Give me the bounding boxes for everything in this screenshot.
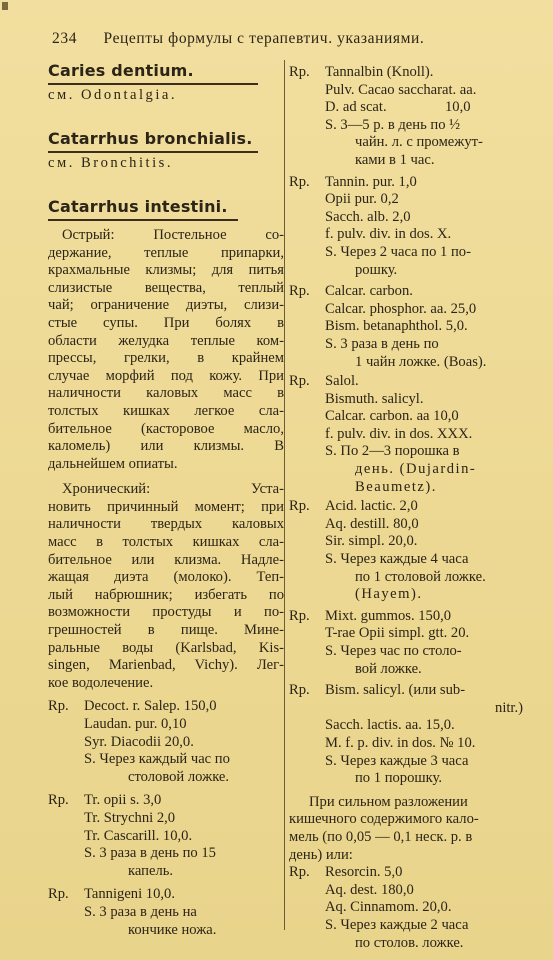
rp-label: Rp.	[48, 886, 69, 903]
rp-label: Rp.	[289, 498, 310, 515]
text-line: новить причинный момент; при	[48, 498, 284, 515]
rx-line: Beaumetz).	[355, 478, 437, 495]
rx-line: Decoct. r. Salep. 150,0	[84, 698, 217, 715]
prescription	[48, 698, 284, 786]
rx-line: S. Через каждые 2 часа	[325, 916, 469, 933]
text-line: прессы, грелки, в крайнем	[48, 350, 284, 367]
title-rule	[48, 151, 258, 153]
rp-label: Rp.	[289, 64, 310, 80]
rp-label: Rp.	[48, 792, 69, 809]
text-line: грешностей в пище. Мине-	[48, 622, 284, 639]
prescription	[289, 283, 535, 371]
rx-line: Calcar. carbon.	[325, 283, 413, 300]
rx-line: чайн. л. с промежут-	[355, 134, 483, 151]
rx-line: S. Через час по столо-	[325, 643, 462, 659]
running-title: Рецепты формулы с терапевтич. указаниями.	[103, 30, 425, 47]
rx-line: Tr. opii s. 3,0	[84, 792, 162, 809]
rx-line: Aq. Cinnamom. 20,0.	[325, 899, 452, 916]
rx-line: вой ложке.	[355, 660, 422, 677]
prescription	[48, 792, 284, 880]
rx-line: Sacch. alb. 2,0	[325, 208, 411, 225]
rx-line: Aq. destill. 80,0	[325, 515, 419, 532]
rx-line: Syr. Diacodii 20,0.	[84, 733, 194, 750]
column-divider	[284, 60, 285, 930]
rx-line: Salol.	[325, 373, 359, 390]
rp-label: Rp.	[289, 864, 310, 881]
rx-line: Resorcin. 5,0	[325, 864, 403, 881]
prescription	[289, 682, 535, 788]
rp-label: Rp.	[48, 698, 69, 715]
prescription	[289, 864, 535, 952]
rx-line: Bism. betanaphthol. 5,0.	[325, 318, 468, 335]
prescription	[289, 174, 535, 280]
rx-line: Tannalbin (Knoll).	[325, 64, 434, 80]
rx-line: S. 3 раза в день по	[325, 335, 439, 352]
rx-line: Tannin. pur. 1,0	[325, 173, 417, 190]
prescription	[289, 64, 535, 170]
text-line: singen, Marienbad, Vichy). Лег-	[48, 657, 284, 674]
rx-line: S. 3 раза в день по 15	[84, 845, 216, 862]
text-line: бительное (касторовое масло,	[48, 420, 284, 437]
rx-line: nitr.)	[495, 699, 523, 716]
rx-line: столовой ложке.	[128, 768, 230, 785]
rx-line: Mixt. gummos. 150,0	[325, 607, 452, 624]
rx-line: S. Через каждый час по	[84, 751, 230, 768]
rx-line: рошку.	[355, 261, 398, 278]
text-line: каломель) или клизмы. В	[48, 438, 284, 455]
rp-label: Rp.	[289, 173, 310, 190]
rx-line: день. (Dujardin-	[355, 461, 477, 478]
rx-line: S. 3 раза в день на	[84, 903, 197, 920]
text-line: случае морфий под кожу. При	[48, 367, 284, 384]
corner-mark	[2, 2, 8, 10]
text-line: толстых кишках легкое сла-	[48, 402, 284, 419]
prescription	[48, 886, 284, 939]
right-column	[289, 64, 535, 952]
cross-reference: см. Odontalgia.	[48, 86, 178, 103]
rx-line: f. pulv. div. in dos. XXX.	[325, 425, 473, 442]
rx-line: Tr. Cascarill. 10,0.	[84, 827, 193, 844]
rx-line: кончике ножа.	[128, 921, 217, 938]
section-title-bronchitis: Catarrhus bronchialis.	[48, 129, 253, 149]
text-line: возможности простуды и по-	[48, 604, 284, 621]
rp-label: Rp.	[289, 682, 310, 699]
rx-line: Acid. lactic. 2,0	[325, 498, 418, 515]
text-line: области желудка теплые ком-	[48, 332, 284, 349]
rp-label: Rp.	[289, 607, 310, 624]
text-line: масс в толстых кишках сла-	[48, 534, 284, 551]
rx-line: Opii pur. 0,2	[325, 191, 399, 208]
text-line: мель (по 0,05 — 0,1 неск. р. в	[289, 828, 473, 845]
rx-line: S. По 2—3 порошка в	[325, 443, 460, 460]
rx-line: 1 чайн ложке. (Boas).	[355, 353, 487, 370]
rx-line: D. ad scat. 10,0	[325, 99, 471, 116]
rx-line: Sir. simpl. 20,0.	[325, 533, 418, 550]
rx-line: S. Через каждые 3 часа	[325, 752, 469, 769]
page-header	[52, 30, 532, 48]
rx-line: Tr. Strychni 2,0	[84, 809, 176, 826]
prescription	[289, 498, 535, 604]
rp-label: Rp.	[289, 283, 310, 300]
rx-line: Tannigeni 10,0.	[84, 886, 175, 903]
text-line: Острый: Постельное со-	[62, 226, 284, 243]
acute-paragraph	[48, 227, 284, 473]
page-number: 234	[52, 30, 78, 47]
text-line: наличности твердых каловых	[48, 516, 284, 533]
rx-line: ками в 1 час.	[355, 151, 435, 168]
text-line: ральные воды (Karlsbad, Kis-	[48, 639, 284, 656]
rx-line: M. f. p. div. in dos. № 10.	[325, 734, 476, 751]
rx-line: Sacch. lactis. aa. 15,0.	[325, 717, 455, 734]
title-rule	[48, 83, 258, 85]
text-line: чай; ограничение диэты, слизи-	[48, 297, 284, 314]
text-line: держание, теплые припарки,	[48, 244, 284, 261]
rx-line: по 1 столовой ложке.	[355, 568, 486, 585]
rx-line: Bism. salicyl. (или sub-	[325, 682, 466, 699]
rx-line: по 1 порошку.	[355, 770, 443, 787]
rx-line: f. pulv. div. in dos. X.	[325, 226, 452, 243]
rx-line: Pulv. Cacao saccharat. aa.	[325, 81, 477, 98]
cross-reference: см. Bronchitis.	[48, 154, 173, 171]
text-line: При сильном разложении	[309, 793, 468, 810]
rx-line: Calcar. carbon. aa 10,0	[325, 408, 459, 425]
rx-line: S. Через каждые 4 часа	[325, 551, 469, 568]
section-title-intestini: Catarrhus intestini.	[48, 197, 228, 217]
text-line: лый набрюшник; избегать по	[48, 586, 284, 603]
text-line: слизистые вещества, теплый	[48, 279, 284, 296]
text-line: бительное или клизма. Надле-	[48, 551, 284, 568]
text-line: дальнейшем опиаты.	[48, 455, 178, 472]
left-column	[48, 62, 284, 939]
rx-line: S. 3—5 р. в день по ½	[325, 116, 461, 133]
prescription	[289, 373, 535, 496]
note-paragraph	[289, 794, 535, 864]
rx-line: по столов. ложке.	[355, 934, 464, 951]
rx-line: Aq. dest. 180,0	[325, 881, 414, 898]
rx-line: капель.	[128, 862, 174, 879]
text-line: жащая диэта (молоко). Теп-	[48, 569, 284, 586]
rx-line: Calcar. phosphor. aa. 25,0	[325, 300, 477, 317]
text-line: стые супы. При болях в	[48, 314, 284, 331]
text-line: крахмальные клизмы; для питья	[48, 262, 284, 279]
rp-label: Rp.	[289, 373, 310, 390]
text-line: день) или:	[289, 846, 353, 863]
text-line: кишечного содержимого кало-	[289, 811, 479, 828]
text-line: Хронический: Уста-	[62, 481, 284, 498]
rx-line: Laudan. pur. 0,10	[84, 716, 187, 732]
chronic-paragraph	[48, 481, 284, 692]
prescription	[289, 608, 535, 678]
text-line: кое водолечение.	[48, 674, 154, 691]
rx-line: S. Через 2 часа по 1 по-	[325, 243, 471, 260]
rx-line: (Hayem).	[355, 586, 423, 603]
rx-line: Bismuth. salicyl.	[325, 390, 424, 407]
text-line: наличности каловых масс в	[48, 385, 284, 402]
title-rule	[48, 219, 238, 221]
rx-line: T-rae Opii simpl. gtt. 20.	[325, 625, 470, 642]
section-title-caries: Caries dentium.	[48, 61, 194, 80]
